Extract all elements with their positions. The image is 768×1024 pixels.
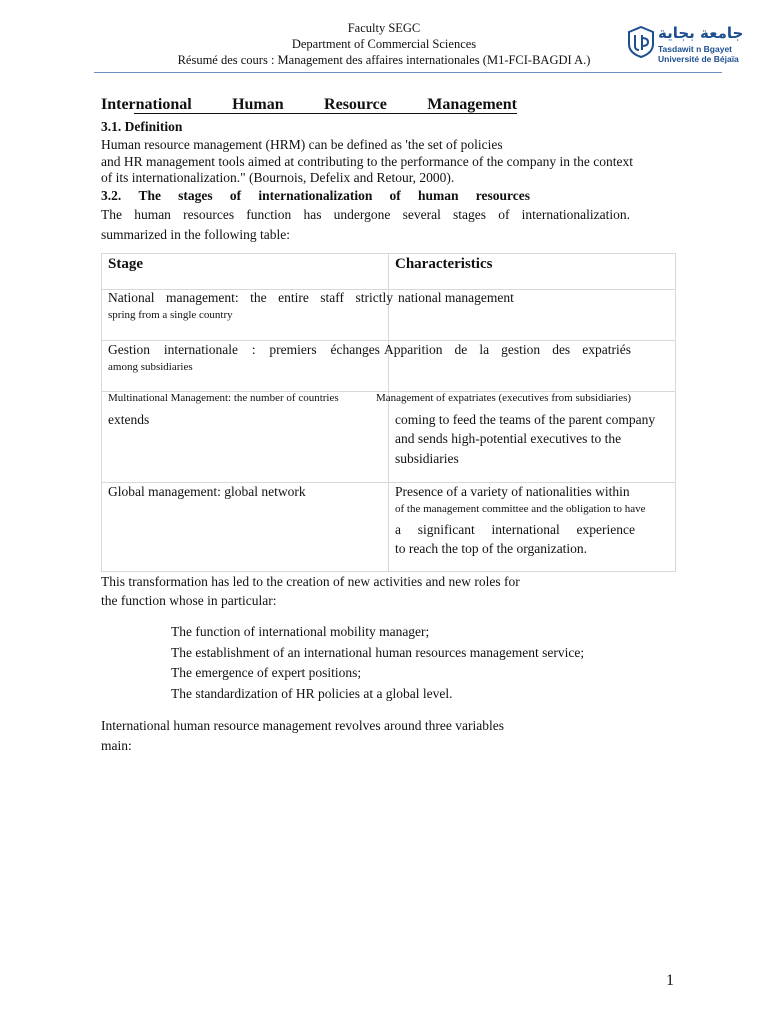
list-item: The function of international mobility manager; — [171, 624, 430, 639]
section-heading-stages: 3.2. The stages of internationalization of human resources — [101, 188, 530, 203]
stages-intro-line-1: The human resources function has undergone several stages of internationalization. — [101, 207, 630, 222]
logo-french-text: Université de Béjaïa — [658, 54, 739, 64]
definition-line-1: Human resource management (HRM) can be defined as 'the set of policies — [101, 137, 503, 152]
table-cell-characteristics-multinational-line-2: coming to feed the teams of the parent company — [395, 412, 656, 427]
university-logo — [628, 24, 744, 64]
table-cell-characteristics-global: Presence of a variety of nationalities within — [395, 484, 630, 499]
transformation-line-1: This transformation has led to the creation of new activities and new roles for — [101, 574, 520, 589]
transformation-line-2: the function whose in particular: — [101, 593, 277, 608]
university-emblem-icon — [628, 26, 654, 58]
table-cell-characteristics-international: Apparition de la gestion des expatriés — [384, 342, 631, 357]
table-cell-stage-national: National management: the entire staff strictly — [108, 290, 393, 305]
definition-line-2: and HR management tools aimed at contributing to the performance of the company in the context — [101, 154, 633, 169]
logo-arabic-text: جامعة بجاية — [658, 24, 744, 42]
faculty-name: Faculty SEGC — [347, 21, 421, 35]
table-cell-stage-international-line-2: among subsidiaries — [108, 361, 193, 373]
page-number: 1 — [666, 972, 674, 989]
table-header-stage: Stage — [108, 256, 143, 272]
table-cell-stage-global: Global management: global network — [108, 484, 306, 499]
table-row-divider — [101, 482, 676, 483]
table-cell-characteristics-global-line-3: a significant international experience — [395, 522, 635, 537]
course-summary: Résumé des cours : Management des affaires internationales (M1-FCI-BAGDI A.) — [177, 53, 591, 67]
table-cell-stage-multinational-line-2: extends — [108, 412, 150, 427]
table-row-divider — [101, 340, 676, 341]
definition-line-3: of its internationalization." (Bournois, Defelix and Retour, 2000). — [101, 170, 455, 185]
table-cell-characteristics-multinational-line-3: and sends high-potential executives to the — [395, 431, 622, 446]
table-cell-characteristics-global-line-4: to reach the top of the organization. — [395, 541, 588, 556]
section-heading-definition: 3.1. Definition — [101, 119, 183, 134]
list-item: The standardization of HR policies at a global level. — [171, 686, 453, 701]
logo-tamazight-text: Tasdawit n Bgayet — [658, 44, 732, 54]
table-cell-stage-international: Gestion internationale : premiers échanges — [108, 342, 380, 357]
table-header-characteristics: Characteristics — [395, 256, 493, 272]
table-cell-characteristics-national: national management — [398, 290, 514, 305]
header-rule — [94, 72, 722, 73]
table-cell-characteristics-multinational-line-4: subsidiaries — [395, 451, 459, 466]
department-name: Department of Commercial Sciences — [291, 37, 477, 51]
table-cell-stage-multinational: Multinational Management: the number of countries — [108, 392, 339, 404]
closing-line-2: main: — [101, 738, 132, 753]
list-item: The establishment of an international human resources management service; — [171, 645, 585, 660]
title-underline — [134, 113, 517, 114]
table-cell-characteristics-global-line-2: of the management committee and the obligation to have — [395, 503, 646, 515]
document-title: International Human Resource Management — [101, 96, 517, 113]
list-item: The emergence of expert positions; — [171, 665, 362, 680]
table-cell-characteristics-multinational: Management of expatriates (executives from subsidiaries) — [376, 392, 632, 404]
table-cell-stage-national-line-2: spring from a single country — [108, 309, 233, 321]
stages-intro-line-2: summarized in the following table: — [101, 227, 290, 242]
closing-line-1: International human resource management revolves around three variables — [101, 718, 504, 733]
